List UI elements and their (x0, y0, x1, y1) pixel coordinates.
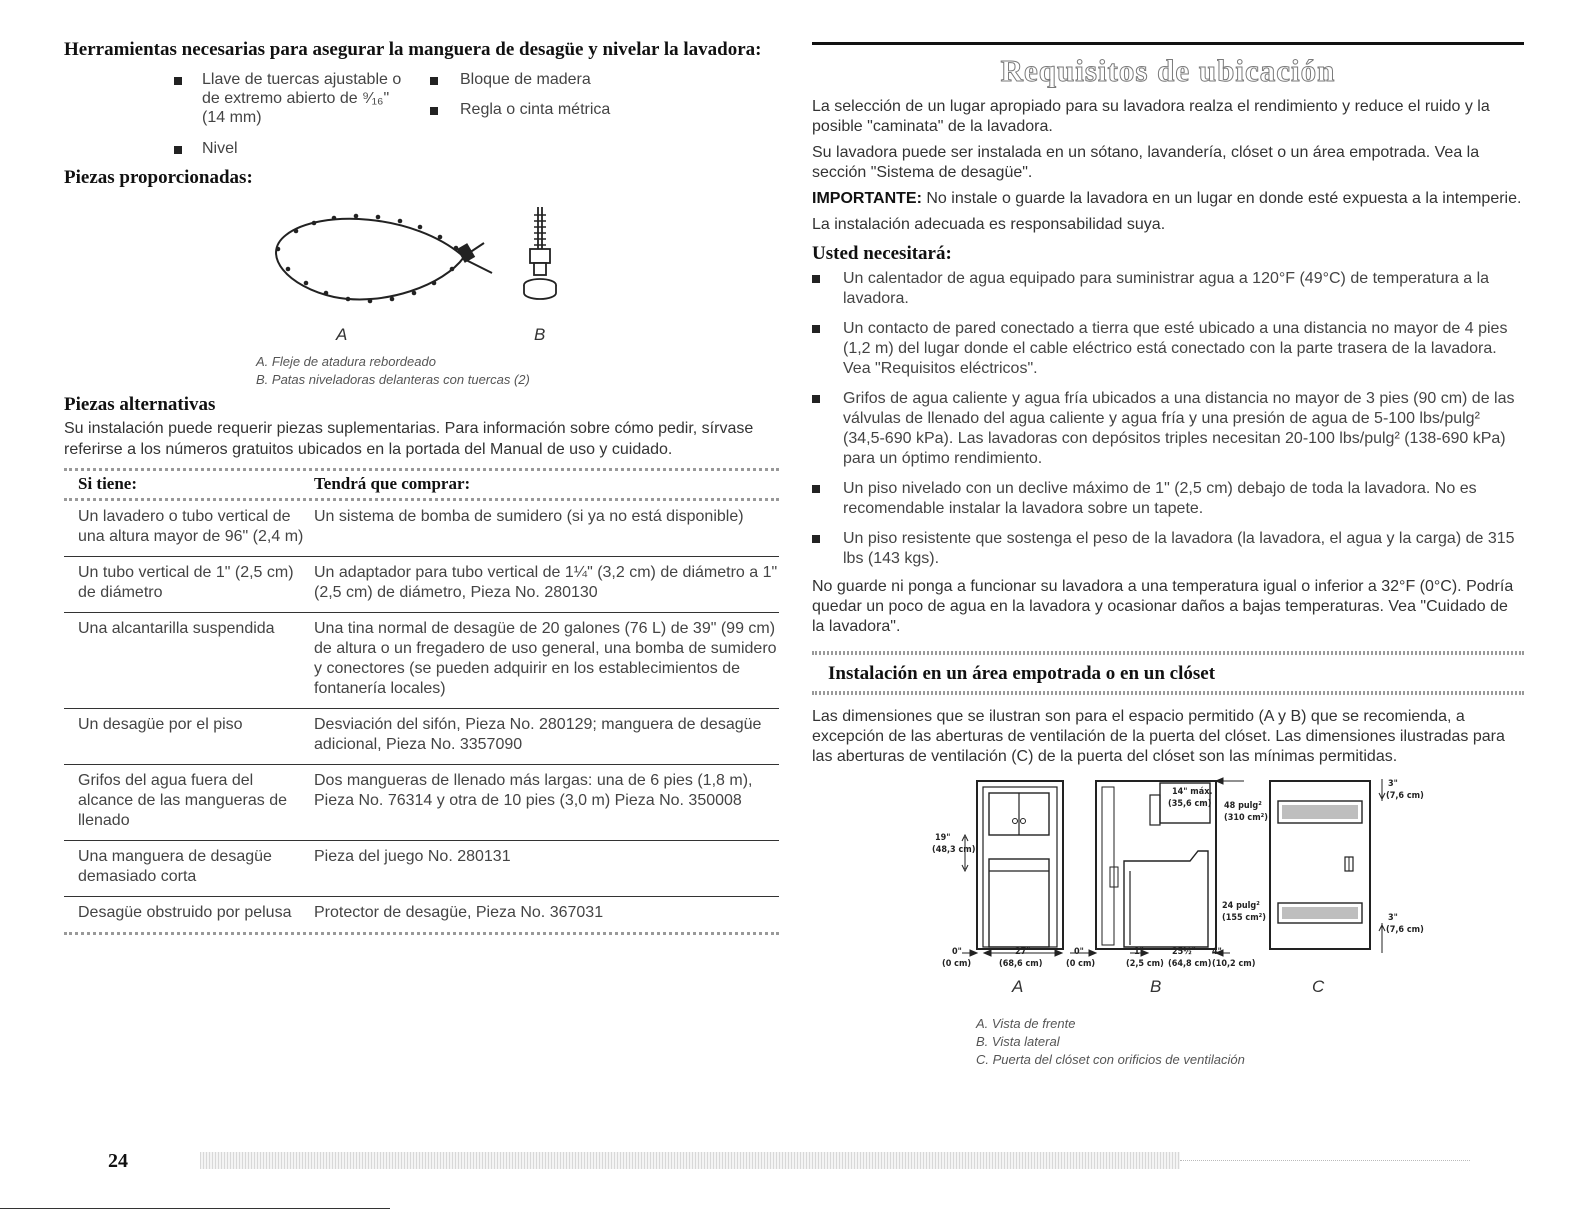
cell-buy: Pieza del juego No. 280131 (314, 848, 511, 865)
dim-label: 25½" (1172, 947, 1196, 957)
list-item (812, 389, 1524, 469)
view-a-label: A (1012, 977, 1024, 996)
leveling-leg-icon (524, 207, 556, 299)
page-number: 24 (108, 1150, 128, 1172)
closet-heading: Instalación en un área empotrada o en un clóset (828, 663, 1216, 684)
bullet-icon (430, 77, 438, 85)
cell-have: Una alcantarilla suspendida (78, 620, 275, 637)
table-row (64, 557, 779, 613)
tool-item-level: Nivel (202, 140, 238, 157)
dim-label: 3" (1388, 779, 1398, 789)
dim-label: (2,5 cm) (1126, 959, 1164, 969)
tool-item-wrench: Llave de tuercas ajustable o de extremo abierto de ⁹⁄₁₆" (14 mm) (202, 71, 402, 126)
bullet-icon (812, 535, 820, 543)
list-item (812, 319, 1524, 379)
dim-label: (68,6 cm) (999, 959, 1043, 969)
need-item-text: Un calentador de agua equipado para suministrar agua a 120°F (49°C) de temperatura a la lavadora. (843, 270, 1490, 307)
table-row (64, 501, 779, 557)
tool-item-ruler: Regla o cinta métrica (460, 101, 611, 118)
tools-heading: Herramientas necesarias para asegurar la manguera de desagüe y nivelar la lavadora: (64, 39, 762, 60)
cell-buy: Protector de desagüe, Pieza No. 367031 (314, 904, 604, 921)
left-column (64, 38, 779, 935)
need-item-text: Un contacto de pared conectado a tierra que esté ubicado a una distancia no mayor de 4 pies (1,2 m) del lugar donde el cable eléctrico está conectado con la parte trasera de la lavadora. Vea "Requisitos eléctricos". (843, 320, 1508, 377)
temperature-note: No guarde ni ponga a funcionar su lavadora a una temperatura igual o inferior a 32°F (0°C). Podría quedar un poco de agua en la lavadora y ocasionar daños a bajas temperaturas. Vea "Cuidado de la lavadora". (812, 578, 1514, 635)
important-label: IMPORTANTE: (812, 190, 922, 207)
dim-label: (64,8 cm) (1168, 959, 1212, 969)
bullet-icon (812, 275, 820, 283)
dim-label: (35,6 cm) (1168, 799, 1212, 809)
location-intro: La selección de un lugar apropiado para su lavadora realza el rendimiento y reduce el ruido y la posible "caminata" de la lavadora. (812, 98, 1490, 135)
section-divider (812, 691, 1524, 695)
strap-icon (276, 214, 492, 304)
dim-label: 3" (1388, 913, 1398, 923)
closet-text: Las dimensiones que se ilustran son para el espacio permitido (A y B) que se recomienda, a excepción de las aberturas de ventilación de la puerta del clóset. Las dimensiones ilustradas para las aberturas de ventilación (C) de la puerta del clóset son las mínimas permitidas. (812, 708, 1505, 765)
parts-illustration (64, 203, 779, 313)
view-c-label: C (1312, 977, 1325, 996)
front-view-drawing (962, 781, 1063, 949)
right-column (812, 42, 1524, 1075)
bullet-icon (812, 325, 820, 333)
cell-have: Un tubo vertical de 1" (2,5 cm) de diámetro (78, 564, 294, 601)
table-row (64, 841, 779, 897)
table-row (64, 613, 779, 709)
footer-dots (1180, 1160, 1470, 1161)
cell-have: Un desagüe por el piso (78, 716, 243, 733)
closet-figure (812, 775, 1524, 1075)
dim-label: (7,6 cm) (1386, 925, 1424, 935)
cell-buy: Dos mangueras de llenado más largas: una de 6 pies (1,8 m), Pieza No. 76314 y otra de 10 pies (3,0 m) Pieza No. 350008 (314, 772, 753, 809)
dim-label: 0" (1074, 947, 1084, 957)
bullet-icon (174, 77, 182, 85)
dim-label: (155 cm²) (1222, 913, 1266, 923)
important-note (812, 189, 1524, 209)
dim-label: 4" (1212, 947, 1222, 957)
cell-have: Grifos del agua fuera del alcance de las mangueras de llenado (78, 772, 288, 829)
dim-label: (10,2 cm) (1212, 959, 1256, 969)
tools-list (64, 70, 779, 162)
bullet-icon (174, 146, 182, 154)
bullet-icon (812, 395, 820, 403)
dim-label: 24 pulg² (1222, 901, 1260, 911)
table-row (64, 897, 779, 935)
location-title: Requisitos de ubicación (1000, 53, 1336, 88)
bullet-icon (430, 107, 438, 115)
col-buy-header: Tendrá que comprar: (314, 474, 471, 493)
cell-buy: Desviación del sifón, Pieza No. 280129; manguera de desagüe adicional, Pieza No. 3357090 (314, 716, 762, 753)
section-rule (812, 42, 1524, 45)
cell-have: Una manguera de desagüe demasiado corta (78, 848, 272, 885)
table-row (64, 765, 779, 841)
alt-parts-heading: Piezas alternativas (64, 394, 216, 415)
need-item-text: Un piso resistente que sostenga el peso de la lavadora (la lavadora, el agua y la carga) de 315 lbs (143 kgs). (843, 530, 1515, 567)
table-header (64, 471, 779, 501)
footer-band (200, 1152, 1180, 1169)
cell-buy: Una tina normal de desagüe de 20 galones (76 L) de 39" (99 cm) de altura o un fregadero de uso general, una bomba de sumidero y conectores (se pueden adquirir en los establecimientos de fontanería locales) (314, 620, 777, 697)
need-list (812, 269, 1524, 569)
cell-have: Desagüe obstruido por pelusa (78, 904, 292, 921)
responsibility-note: La instalación adecuada es responsabilidad suya. (812, 216, 1166, 233)
dim-label: 0" (952, 947, 962, 957)
need-item-text: Un piso nivelado con un declive máximo de 1" (2,5 cm) debajo de toda la lavadora. No es recomendable instalar la lavadora sobre un tapete. (843, 480, 1477, 517)
need-item-text: Grifos de agua caliente y agua fría ubicados a una distancia no mayor de 3 pies (90 cm) de las válvulas de llenado del agua caliente y agua fría y una presión de agua de 5-100 lbs/pulg² (34,5-690 kPa). Las lavadoras con depósitos triples necesitan 20-100 lbs/pulg² (138-690 kPa) para un óptimo rendimiento. (843, 390, 1515, 467)
parts-figure (64, 203, 779, 387)
important-text: No instale o guarde la lavadora en un lugar en donde esté expuesta a la intemperie. (921, 190, 1522, 207)
view-c-caption: C. Puerta del clóset con orificios de ventilación (976, 1052, 1245, 1067)
dim-label: (48,3 cm) (932, 845, 976, 855)
dim-label: 19" (935, 833, 951, 843)
dim-label: 14" máx. (1172, 787, 1213, 797)
list-item (812, 479, 1524, 519)
table-row (64, 709, 779, 765)
part-a-caption: A. Fleje de atadura rebordeado (256, 354, 436, 369)
need-heading: Usted necesitará: (812, 243, 952, 264)
dim-label: 27" (1015, 947, 1031, 957)
list-item (812, 529, 1524, 569)
dim-label: 1" (1134, 947, 1144, 957)
dim-label: (0 cm) (942, 959, 972, 969)
part-a-label: A (336, 325, 348, 344)
cell-buy: Un sistema de bomba de sumidero (si ya no está disponible) (314, 508, 744, 525)
view-b-label: B (1150, 977, 1162, 996)
bullet-icon (812, 485, 820, 493)
view-a-caption: A. Vista de frente (976, 1016, 1076, 1031)
bottom-rule (0, 1208, 390, 1209)
list-item (812, 269, 1524, 309)
dim-label: 48 pulg² (1224, 801, 1262, 811)
alt-parts-intro: Su instalación puede requerir piezas suplementarias. Para información sobre cómo pedir, sírvase referirse a los números gratuitos ubicados en la portada del Manual de uso y cuidado. (64, 420, 754, 458)
location-places: Su lavadora puede ser instalada en un sótano, lavandería, clóset o un área empotrada. Vea la sección "Sistema de desagüe". (812, 144, 1480, 181)
part-b-label: B (534, 325, 546, 344)
cell-buy: Un adaptador para tubo vertical de 1¼" (3,2 cm) de diámetro a 1" (2,5 cm) de diámetro, Pieza No. 280130 (314, 564, 778, 601)
part-b-caption: B. Patas niveladoras delanteras con tuercas (2) (256, 372, 530, 387)
col-have-header: Si tiene: (78, 474, 138, 493)
dim-label: (7,6 cm) (1386, 791, 1424, 801)
cell-have: Un lavadero o tubo vertical de una altura mayor de 96" (2,4 m) (78, 508, 304, 545)
dim-label: (310 cm²) (1224, 813, 1268, 823)
alt-parts-table (64, 468, 779, 935)
dim-label: (0 cm) (1066, 959, 1096, 969)
tool-item-wood-block: Bloque de madera (460, 71, 591, 88)
view-b-caption: B. Vista lateral (976, 1034, 1060, 1049)
parts-heading: Piezas proporcionadas: (64, 167, 253, 188)
